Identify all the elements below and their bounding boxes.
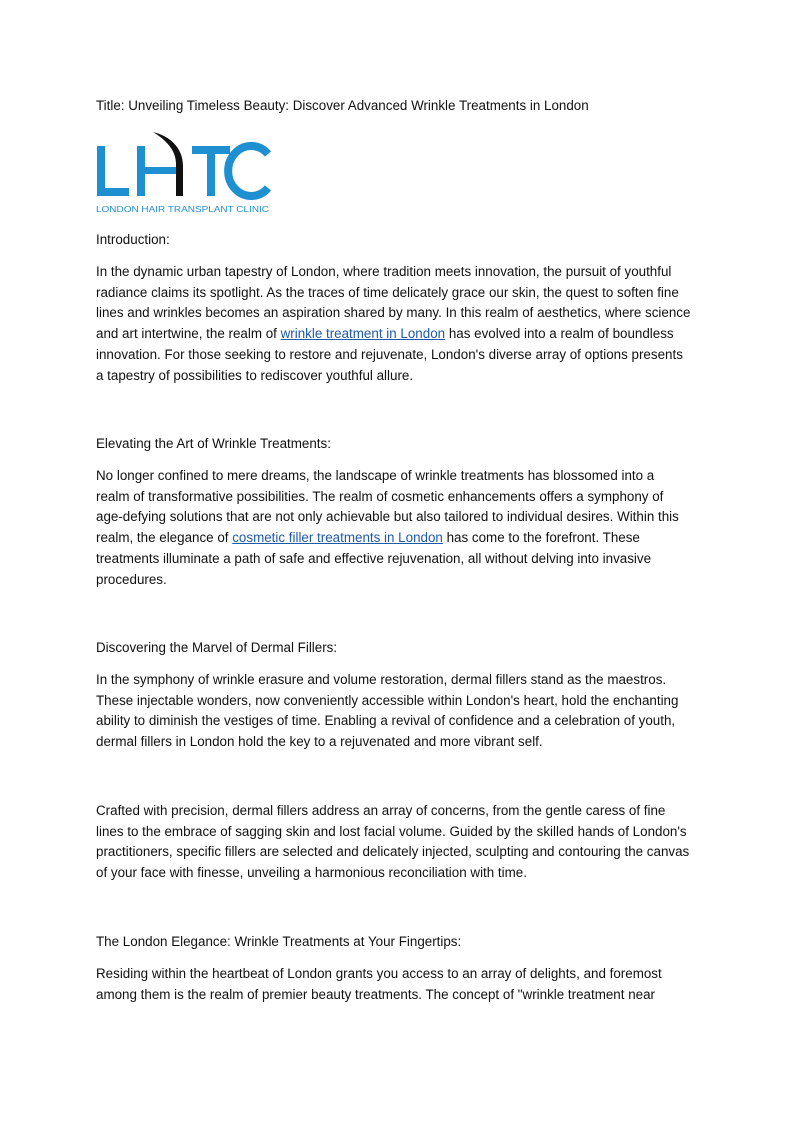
paragraph-line: of your face with finesse, unveiling a harmonious reconciliation with time. [96, 865, 527, 881]
paragraph [96, 262, 696, 386]
logo-letter-t-stem [207, 146, 215, 196]
logo-letter-h-bar [137, 167, 177, 174]
lhtc-logo-graphic [96, 128, 276, 216]
line-text: has come to the forefront. These [442, 530, 640, 546]
link-cosmetic-filler-treatments-london[interactable]: cosmetic filler treatments in London [232, 530, 443, 546]
paragraph-line-with-link [96, 528, 696, 549]
paragraph-line: Residing within the heartbeat of London grants you access to an array of delights, and foremost [96, 966, 662, 981]
paragraph-line: procedures. [96, 571, 167, 587]
paragraph-line: lines to the embrace of sagging skin and lost facial volume. Guided by the skilled hands of London's [96, 823, 687, 839]
paragraph-line: age-defying solutions that are not only achievable but also tailored to individual desires. Within this [96, 509, 679, 525]
link-wrinkle-treatment-london[interactable]: wrinkle treatment in London [280, 326, 446, 342]
paragraph-line: In the dynamic urban tapestry of London, where tradition meets innovation, the pursuit of youthful [96, 264, 672, 279]
document-title: Title: Unveiling Timeless Beauty: Discover Advanced Wrinkle Treatments in London [96, 98, 589, 113]
paragraph-line: ability to diminish the vestiges of time. Enabling a revival of confidence and a celebration of youth, [96, 713, 676, 729]
paragraph [96, 466, 696, 590]
line-text: and art intertwine, the realm of [96, 326, 281, 342]
paragraph-line: dermal fillers in London hold the key to a rejuvenated and more vibrant self. [96, 734, 543, 750]
logo-subtitle: LONDON HAIR TRANSPLANT CLINIC [96, 205, 270, 214]
lhtc-logo [96, 128, 276, 216]
section-heading-london-elegance: The London Elegance: Wrinkle Treatments at Your Fingertips: [96, 934, 462, 949]
section-heading-elevating-art: Elevating the Art of Wrinkle Treatments: [96, 436, 331, 451]
paragraph [96, 670, 696, 753]
paragraph-line: practitioners, specific fillers are selected and delicately injected, sculpting and contouring the canvas [96, 844, 690, 860]
paragraph-line: innovation. For those seeking to restore and rejuvenate, London's diverse array of options presents [96, 346, 683, 362]
paragraph-line: Crafted with precision, dermal fillers address an array of concerns, from the gentle caress of fine [96, 803, 666, 818]
paragraph-line: lines and wrinkles becomes an aspiration shared by many. In this realm of aesthetics, where science [96, 305, 691, 321]
paragraph-line: These injectable wonders, now conveniently accessible within London's heart, hold the enchanting [96, 692, 679, 708]
paragraph [96, 964, 696, 1005]
paragraph-line: realm of transformative possibilities. The realm of cosmetic enhancements offers a symphony of [96, 488, 664, 504]
logo-letter-l-foot [97, 188, 129, 196]
paragraph-line: a tapestry of possibilities to rediscover youthful allure. [96, 367, 414, 383]
paragraph-line: radiance claims its spotlight. As the traces of time delicately grace our skin, the quest to soften fine [96, 284, 679, 300]
paragraph-line: In the symphony of wrinkle erasure and volume restoration, dermal fillers stand as the maestros. [96, 672, 667, 687]
paragraph [96, 801, 696, 884]
paragraph-line: treatments illuminate a path of safe and effective rejuvenation, all without delving into invasive [96, 550, 652, 566]
logo-letter-c [228, 146, 268, 196]
logo-hair-strand [153, 132, 183, 196]
paragraph-line: No longer confined to mere dreams, the landscape of wrinkle treatments has blossomed into a [96, 468, 655, 483]
line-text: realm, the elegance of [96, 530, 233, 546]
section-heading-dermal-fillers: Discovering the Marvel of Dermal Fillers: [96, 640, 338, 655]
paragraph-line: among them is the realm of premier beauty treatments. The concept of "wrinkle treatment near [96, 986, 655, 1002]
paragraph-line-with-link [96, 324, 696, 345]
section-heading-introduction: Introduction: [96, 232, 170, 247]
line-text: has evolved into a realm of boundless [445, 326, 674, 342]
